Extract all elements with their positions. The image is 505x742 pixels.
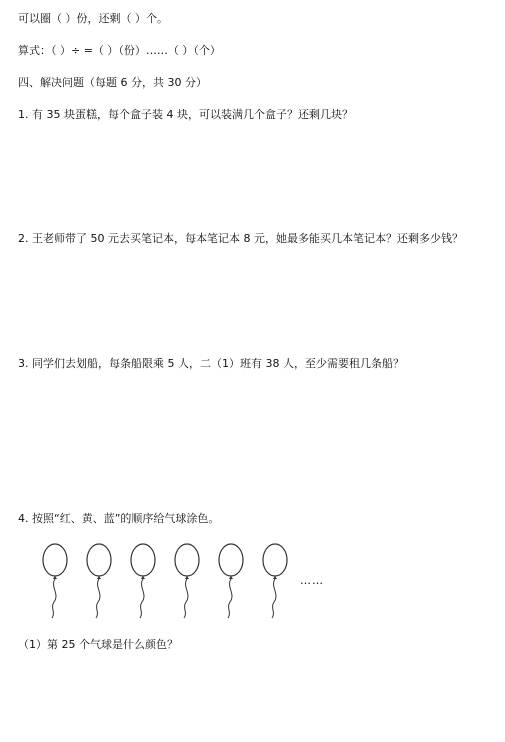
question-4-part-1: （1）第 25 个气球是什么颜色？ (18, 638, 178, 651)
balloon-icon (40, 542, 70, 620)
ellipsis-dots: …… (300, 574, 324, 587)
balloon-icon (84, 542, 114, 620)
problem-line-circle-count: 可以圈（ ）份，还剩（ ）个。 (18, 12, 168, 25)
section-heading: 四、解决问题（每题 6 分，共 30 分） (18, 76, 207, 89)
question-1: 1. 有 35 块蛋糕，每个盒子装 4 块，可以装满几个盒子？还剩几块？ (18, 108, 353, 121)
question-4: 4. 按照“红、黄、蓝”的顺序给气球涂色。 (18, 512, 220, 525)
equation-line: 算式：（ ）÷ =（ ）（份）……（ ）（个） (18, 44, 221, 57)
balloon-icon (172, 542, 202, 620)
balloon-row (40, 542, 340, 620)
question-3: 3. 同学们去划船，每条船限乘 5 人，二（1）班有 38 人，至少需要租几条船？ (18, 357, 404, 370)
balloon-icon (128, 542, 158, 620)
question-2: 2. 王老师带了 50 元去买笔记本，每本笔记本 8 元，她最多能买几本笔记本？还剩多少钱？ (18, 232, 463, 245)
balloon-icon (260, 542, 290, 620)
balloon-icon (216, 542, 246, 620)
